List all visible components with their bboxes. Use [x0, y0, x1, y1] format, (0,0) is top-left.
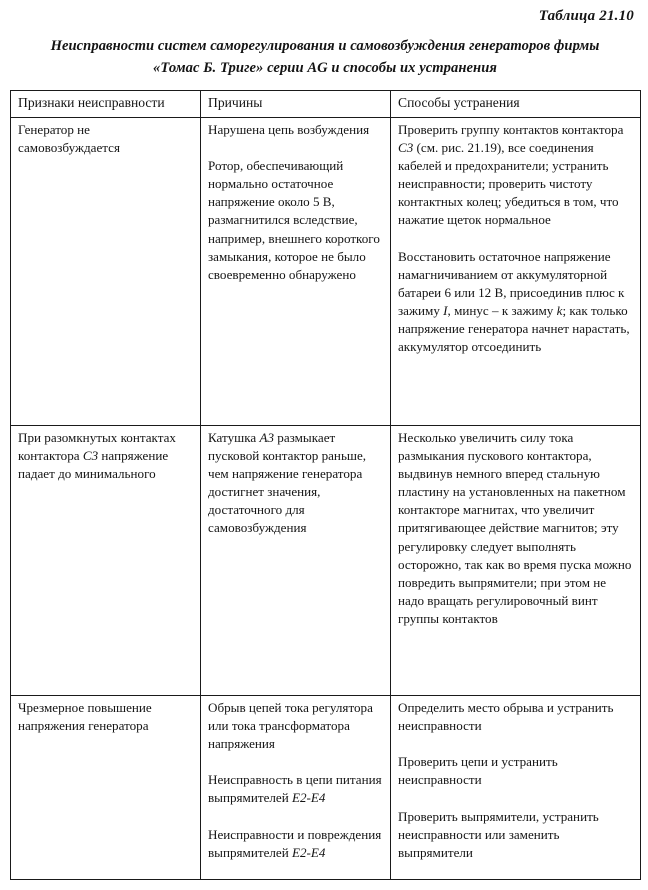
table-number-caption: Таблица 21.10 [538, 8, 634, 24]
designator: k [556, 303, 563, 319]
cause-text: Неисправности и повреждения выпрямителей E2-E4 [208, 826, 382, 860]
designator: С3 [398, 139, 414, 155]
cause-text: Ротор, обеспечивающий нормально остаточное напряжение около 5 В, размагнитился вследствие, например, внешнего короткого замыкания, которое не было своевременно обнаружено [208, 158, 380, 282]
table-row [11, 117, 641, 425]
cell-remedies-3 [391, 695, 641, 879]
page-title-line-1: Неисправности систем саморегулирования и самовозбуждения генераторов фирмы [50, 38, 600, 54]
column-header-remedies: Способы устранения [391, 91, 641, 118]
page-title [18, 36, 632, 80]
cause-text: Неисправность в цепи питания выпрямителей E2-E4 [208, 772, 382, 806]
designator: I [443, 303, 448, 319]
remedy-text: Определить место обрыва и устранить неисправности [398, 699, 614, 733]
column-header-symptom: Признаки неисправности [11, 91, 201, 118]
designator: С3 [82, 447, 99, 463]
cell-symptom-1 [11, 117, 201, 425]
table-row [11, 425, 641, 695]
remedy-text: Проверить выпрямители, устранить неисправности или заменить выпрямители [398, 808, 599, 860]
designator: E2-E4 [292, 844, 326, 860]
remedy-text: Проверить цепи и устранить неисправности [398, 754, 558, 788]
table-header-row [11, 91, 641, 118]
cell-causes-2 [201, 425, 391, 695]
table-body [11, 117, 641, 879]
remedy-text: Проверить группу контактов контактора С3 (см. рис. 21.19), все соединения кабелей и предохранители; устранить неисправности; проверить чистоту контактных колец; убедиться в том, что нажатие щеток нормальное [398, 121, 624, 228]
designator: А3 [259, 429, 275, 445]
remedy-text: Восстановить остаточное напряжение намагничиванием от аккумуляторной батареи 6 или 12 В, присоединив плюс к зажиму I, минус – к зажиму k; как только напряжение генератора начнет нарастать, аккумулятор отсоединить [398, 248, 630, 355]
fault-table [10, 90, 641, 880]
table-row [11, 695, 641, 879]
cell-causes-1 [201, 117, 391, 425]
cause-text: Катушка А3 размыкает пусковой контактор раньше, чем напряжение генератора достигнет значения, достаточного для самовозбуждения [208, 429, 367, 536]
column-header-causes: Причины [201, 91, 391, 118]
page-title-line-2: «Томас Б. Триге» серии AG и способы их устранения [153, 59, 497, 76]
cause-text: Обрыв цепей тока регулятора или тока трансформатора напряжения [208, 699, 373, 752]
cell-remedies-2 [391, 425, 641, 695]
table-header [11, 91, 641, 118]
designator: E2-E4 [292, 790, 326, 806]
cell-symptom-2 [11, 425, 201, 695]
cause-text: Нарушена цепь возбуждения [208, 121, 370, 137]
symptom-text: Чрезмерное повышение напряжения генератора [18, 699, 152, 733]
remedy-text: Несколько увеличить силу тока размыкания пускового контактора, выдвинув немного вперед стальную пластину на установленных на пакетном контакторе магнитах, что увеличит притягивающее действие магнитов; эту регулировку следует выполнять осторожно, так как во время пуска можно повредить выпрямители; при этом не надо вращать регулировочный винт группы контактов [398, 429, 632, 627]
cell-symptom-3 [11, 695, 201, 879]
cell-remedies-1 [391, 117, 641, 425]
symptom-text: При разомкнутых контактах контактора С3 напряжение падает до минимального [18, 429, 176, 482]
symptom-text: Генератор не самовозбуждается [18, 121, 121, 155]
cell-causes-3 [201, 695, 391, 879]
